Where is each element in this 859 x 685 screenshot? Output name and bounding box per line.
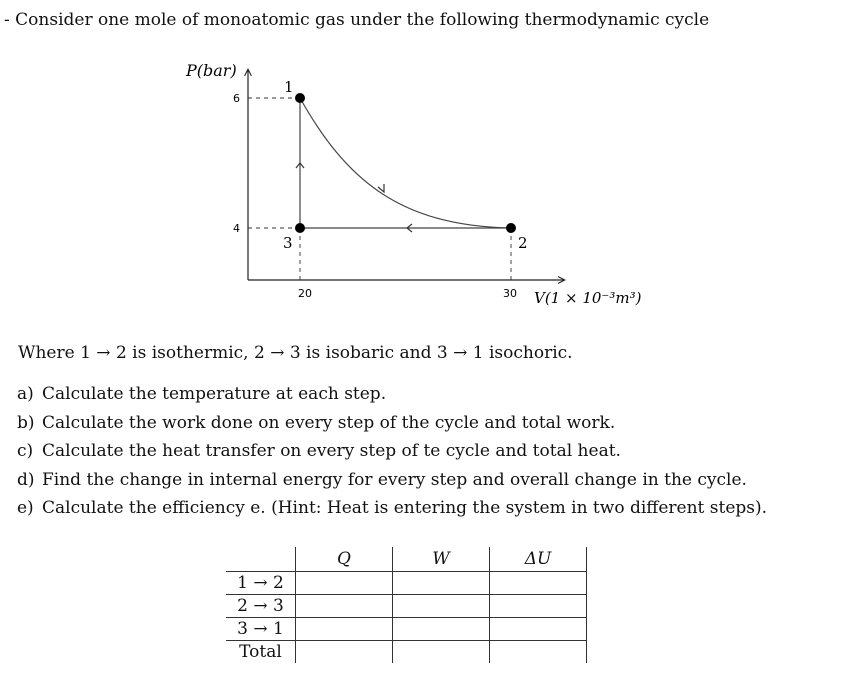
- cell-w[interactable]: [393, 572, 490, 595]
- cell-w[interactable]: [393, 641, 490, 664]
- table-row: [226, 641, 587, 664]
- cell-du[interactable]: [490, 618, 587, 641]
- x-tick-30: 30: [503, 287, 517, 300]
- results-table: [226, 547, 587, 663]
- cell-du[interactable]: [490, 572, 587, 595]
- point-2-label: 2: [518, 234, 528, 252]
- question-c: [17, 439, 767, 468]
- point-3-label: 3: [283, 234, 293, 252]
- question-text: Calculate the temperature at each step.: [42, 384, 387, 404]
- x-axis-label: V(1 × 10⁻³m³): [534, 289, 642, 307]
- point-1-label: 1: [284, 78, 294, 96]
- cell-w[interactable]: [393, 618, 490, 641]
- x-tick-20: 20: [298, 287, 312, 300]
- question-d: [17, 468, 767, 497]
- cell-q[interactable]: [296, 572, 393, 595]
- question-text: Calculate the efficiency e. (Hint: Heat is entering the system in two different steps).: [42, 498, 768, 519]
- question-text: Calculate the heat transfer on every step of te cycle and total heat.: [42, 441, 621, 462]
- row-label: Total: [226, 641, 296, 664]
- question-label: c): [17, 441, 34, 462]
- cell-q[interactable]: [296, 641, 393, 664]
- table-row: [226, 572, 587, 595]
- intro-text: - Consider one mole of monoatomic gas under the following thermodynamic cycle: [4, 10, 710, 30]
- question-e: [17, 496, 767, 525]
- y-tick-6: 6: [233, 92, 240, 105]
- row-label: 2 → 3: [226, 595, 296, 618]
- cell-du[interactable]: [490, 641, 587, 664]
- table-row: [226, 618, 587, 641]
- question-label: b): [17, 412, 35, 433]
- cell-q[interactable]: [296, 618, 393, 641]
- header-du: ΔU: [490, 547, 587, 572]
- question-a: [17, 382, 767, 411]
- y-tick-4: 4: [233, 222, 240, 235]
- question-b: [17, 411, 767, 440]
- point-2: [506, 223, 516, 233]
- question-label: d): [17, 469, 35, 490]
- table-row: [226, 595, 587, 618]
- cell-w[interactable]: [393, 595, 490, 618]
- question-label: a): [17, 384, 34, 404]
- cell-q[interactable]: [296, 595, 393, 618]
- row-label: 1 → 2: [226, 572, 296, 595]
- header-w: W: [393, 547, 490, 572]
- question-text: Calculate the work done on every step of the cycle and total work.: [42, 412, 616, 433]
- point-1: [295, 93, 305, 103]
- process-description: Where 1 → 2 is isothermic, 2 → 3 is isobaric and 3 → 1 isochoric.: [18, 343, 573, 363]
- cell-du[interactable]: [490, 595, 587, 618]
- point-3: [295, 223, 305, 233]
- y-axis-label: P(bar): [186, 61, 237, 80]
- row-label: 3 → 1: [226, 618, 296, 641]
- question-label: e): [17, 498, 34, 519]
- corner-cell: [226, 547, 296, 572]
- pv-diagram: [0, 0, 859, 330]
- question-text: Find the change in internal energy for every step and overall change in the cycle.: [42, 469, 747, 490]
- question-list: [17, 382, 767, 525]
- series-isothermal-1-2: [300, 98, 511, 228]
- header-q: Q: [296, 547, 393, 572]
